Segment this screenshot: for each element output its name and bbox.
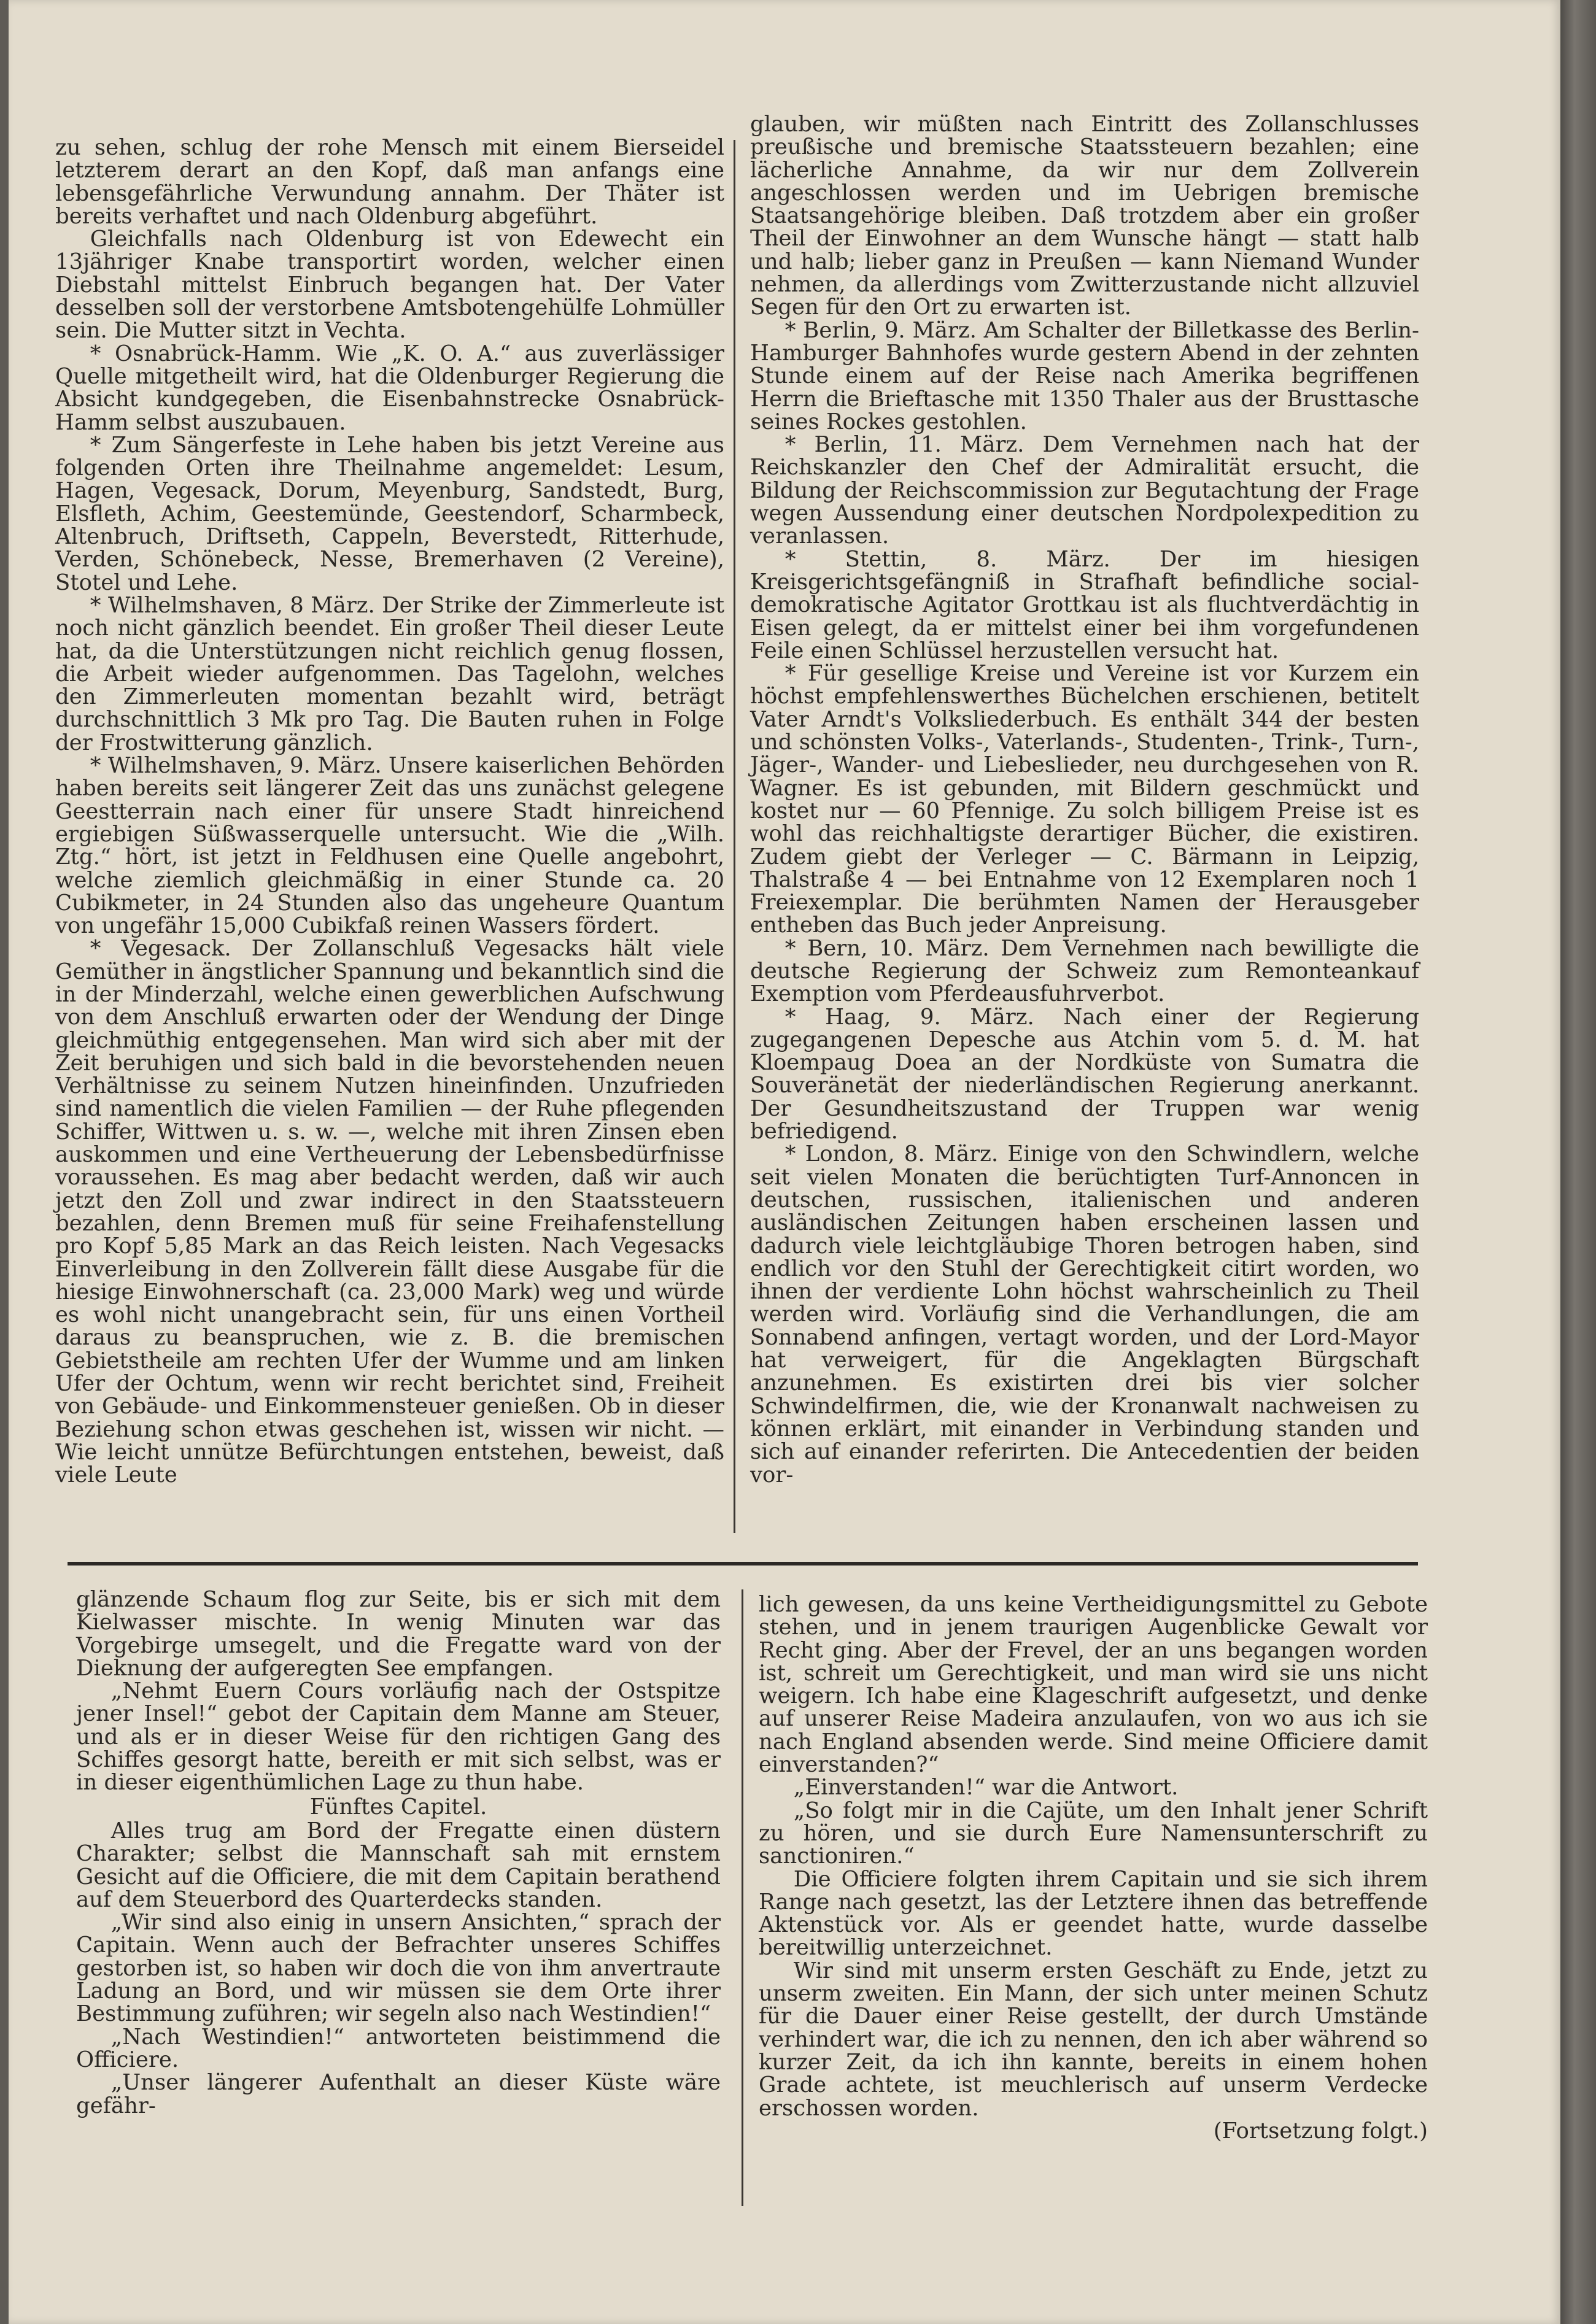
news-paragraph: * Haag, 9. März. Nach einer der Regierung zugegangenen Depesche aus Atchin vom 5. d. M. hat Kloempaug Doea an der Nordküste von Sumatra die Souveränetät der niederländischen Regierung anerkannt. Der Gesundheitszustand der Truppen war wenig befriedigend.	[750, 1004, 1419, 1145]
news-paragraph: * London, 8. März. Einige von den Schwindlern, welche seit vielen Monaten die berüchtigten Turf-Annoncen in deutschen, russischen, italienischen und anderen ausländischen Zeitungen haben erscheinen lassen und dadurch viele leichtgläubige Thoren betrogen haben, sind endlich vor den Stuhl der Gerechtigkeit citirt worden, wo ihnen der verdiente Lohn höchst wahrscheinlich zu Theil werden wird. Vorläufig sind die Verhandlungen, die am Sonnabend anfingen, vertagt worden, und der Lord-Mayor hat verweigert, für die Angeklagten Bürgschaft anzunehmen. Es existirten drei bis vier solcher Schwindelfirmen, die, wie der Kronanwalt nachweisen zu können erklärt, mit einander in Verbindung standen und sich auf einander referirten. Die Antecedentien der beiden vor-	[750, 1141, 1419, 1488]
news-paragraph: glauben, wir müßten nach Eintritt des Zollanschlusses preußische und bremische Staatssteuern bezahlen; eine lächerliche Annahme, da wir nur dem Zollverein angeschlossen werden und im Uebrigen bremische Staatsangehörige bleiben. Daß trotzdem aber ein großer Theil der Einwohner an dem Wunsche hängt — statt halb und halb; lieber ganz in Preußen — kann Niemand Wunder nehmen, da allerdings vom Zwitterzustande nicht allzuviel Segen für den Ort zu erwarten ist.	[750, 112, 1419, 320]
news-paragraph: * Wilhelmshaven, 8 März. Der Strike der Zimmerleute ist noch nicht gänzlich beendet. Ein großer Theil dieser Leute hat, da die Unterstützungen nicht reichlich genug flossen, die Arbeit wieder aufgenommen. Das Tagelohn, welches den Zimmerleuten momentan bezahlt wird, beträgt durchschnittlich 3 Mk pro Tag. Die Bauten ruhen in Folge der Frostwitterung gänzlich.	[55, 592, 724, 755]
story-paragraph: Die Officiere folgten ihrem Capitain und sie sich ihrem Range nach gesetzt, las der Letztere ihnen das betreffende Aktenstück vor. Als er geendet hatte, wurde dasselbe bereitwillig unterzeichnet.	[759, 1866, 1428, 1961]
news-paragraph: * Berlin, 9. März. Am Schalter der Billetkasse des Berlin-Hamburger Bahnhofes wurde gestern Abend in der zehnten Stunde einem auf der Reise nach Amerika begriffenen Herrn die Brieftasche mit 1350 Thaler aus der Brusttasche seines Rockes gestohlen.	[750, 317, 1419, 434]
story-paragraph: „So folgt mir in die Cajüte, um den Inhalt jener Schrift zu hören, und sie durch Eure Namensunterschrift zu sanctioniren.“	[759, 1797, 1428, 1869]
feuilleton-divider	[68, 1562, 1418, 1565]
news-paragraph: zu sehen, schlug der rohe Mensch mit einem Bierseidel letzterem derart an den Kopf, daß man anfangs eine lebensgefährliche Verwundung annahm. Der Thäter ist bereits verhaftet und nach Oldenburg abgeführt.	[55, 135, 724, 229]
story-paragraph: „Nehmt Euern Cours vorläufig nach der Ostspitze jener Insel!“ gebot der Capitain dem Manne am Steuer, und als er in dieser Weise für den richtigen Gang des Schiffes gesorgt hatte, bereith er mit sich selbst, was er in dieser eigenthümlichen Lage zu thun habe.	[76, 1678, 721, 1796]
chapter-heading: Fünftes Capitel.	[309, 1794, 487, 1820]
story-column-left	[76, 1588, 721, 2117]
news-paragraph: * Osnabrück-Hamm. Wie „K. O. A.“ aus zuverlässiger Quelle mitgetheilt wird, hat die Oldenburger Regierung die Absicht kundgegeben, die Eisenbahnstrecke Osnabrück-Hamm selbst auszubauen.	[55, 341, 724, 435]
column-divider	[734, 140, 735, 1533]
news-paragraph: Gleichfalls nach Oldenburg ist von Edewecht ein 13jähriger Knabe transportirt worden, welcher einen Diebstahl mittelst Einbruch begangen hat. Der Vater desselben soll der verstorbene Amtsbotengehülfe Lohmüller sein. Die Mutter sitzt in Vechta.	[55, 226, 724, 344]
story-paragraph: glänzende Schaum flog zur Seite, bis er sich mit dem Kielwasser mischte. In wenig Minuten war das Vorgebirge umsegelt, und die Fregatte ward von der Dieknung der aufgeregten See empfangen.	[76, 1587, 721, 1681]
news-paragraph: * Stettin, 8. März. Der im hiesigen Kreisgerichtsgefängniß in Strafhaft befindliche social-demokratische Agitator Grottkau ist als fluchtverdächtig in Eisen gelegt, da er mittelst einer bei ihm vorgefundenen Feile einen Schlüssel herzustellen versucht hat.	[750, 546, 1419, 663]
story-paragraph: „Wir sind also einig in unsern Ansichten,“ sprach der Capitain. Wenn auch der Befrachter unseres Schiffes gestorben ist, so haben wir doch die von ihm anvertraute Ladung an Bord, und wir müssen sie dem Orte ihrer Bestimmung zuführen; wir segeln also nach Westindien!“	[76, 1910, 721, 2027]
column-divider	[742, 1589, 743, 2206]
story-paragraph: lich gewesen, da uns keine Vertheidigungsmittel zu Gebote stehen, und in jenem traurigen Augenblicke Gewalt vor Recht ging. Aber der Frevel, der an uns begangen worden ist, schreit um Gerechtigkeit, und man wird sie uns nicht weigern. Ich habe eine Klageschrift aufgesetzt, und denke auf unserer Reise Madeira anzulaufen, von wo aus ich sie nach England absenden werde. Sind meine Officiere damit einverstanden?“	[759, 1592, 1428, 1778]
story-paragraph: „Unser längerer Aufenthalt an dieser Küste wäre gefähr-	[76, 2070, 721, 2118]
story-paragraph: Alles trug am Bord der Fregatte einen düstern Charakter; selbst die Mannschaft sah mit ernstem Gesicht auf die Officiere, die mit dem Capitain berathend auf dem Steuerbord des Quarterdecks standen.	[76, 1818, 721, 1912]
scan-edge	[1560, 0, 1596, 2324]
story-paragraph: „Einverstanden!“ war die Antwort.	[793, 1775, 1179, 1801]
story-paragraph: „Nach Westindien!“ antworteten beistimmend die Officiere.	[76, 2024, 721, 2072]
news-paragraph: * Bern, 10. März. Dem Vernehmen nach bewilligte die deutsche Regierung der Schweiz zum Remonteankauf Exemption vom Pferdeausfuhrverbot.	[750, 935, 1419, 1007]
news-paragraph: * Wilhelmshaven, 9. März. Unsere kaiserlichen Behörden haben bereits seit längerer Zeit das uns zunächst gelegene Geestterrain nach einer für unsere Stadt hinreichend ergiebigen Süßwasserquelle untersucht. Wie die „Wilh. Ztg.“ hört, ist jetzt in Feldhusen eine Quelle angebohrt, welche ziemlich gleichmäßig in einer Stunde ca. 20 Cubikmeter, in 24 Stunden also das ungeheure Quantum von ungefähr 15,000 Cubikfaß reinen Wassers fördert.	[55, 753, 724, 939]
news-column-right	[750, 113, 1419, 1486]
news-paragraph: * Berlin, 11. März. Dem Vernehmen nach hat der Reichskanzler den Chef der Admiralität ersucht, die Bildung der Reichscommission zur Begutachtung der Frage wegen Aussendung einer deutschen Nordpolexpedition zu veranlassen.	[750, 432, 1419, 549]
news-paragraph: * Zum Sängerfeste in Lehe haben bis jetzt Vereine aus folgenden Orten ihre Theilnahme angemeldet: Lesum, Hagen, Vegesack, Dorum, Meyenburg, Sandstedt, Burg, Elsfleth, Achim, Geestemünde, Geestendorf, Scharmbeck, Altenbruch, Driftseth, Cappeln, Beverstedt, Ritterhude, Verden, Schönebeck, Nesse, Bremerhaven (2 Vereine), Stotel und Lehe.	[55, 432, 724, 595]
news-column-left	[55, 136, 724, 1487]
news-paragraph: * Für gesellige Kreise und Vereine ist vor Kurzem ein höchst empfehlenswerthes Büchelchen erschienen, betitelt Vater Arndt's Volksliederbuch. Es enthält 344 der besten und schönsten Volks-, Vaterlands-, Studenten-, Trink-, Turn-, Jäger-, Wander- und Liebeslieder, neu durchgesehen von R. Wagner. Es ist gebunden, mit Bildern geschmückt und kostet nur — 60 Pfennige. Zu solch billigem Preise ist es wohl das reichhaltigste derartiger Bücher, die existiren. Zudem giebt der Verleger — C. Bärmann in Leipzig, Thalstraße 4 — bei Entnahme von 12 Exemplaren noch 1 Freiexemplar. Die berühmten Namen der Herausgeber entheben das Buch jeder Anpreisung.	[750, 661, 1419, 938]
news-paragraph: * Vegesack. Der Zollanschluß Vegesacks hält viele Gemüther in ängstlicher Spannung und bekanntlich sind die in der Minderzahl, welche einen gewerblichen Aufschwung von dem Anschluß erwarten oder der Wendung der Dinge gleichmüthig entgegensehen. Man wird sich aber mit der Zeit beruhigen und sich bald in die bevorstehenden neuen Verhältnisse zu seinem Nutzen hineinfinden. Unzufrieden sind namentlich die vielen Familien — der Ruhe pflegenden Schiffer, Wittwen u. s. w. —, welche mit ihren Zinsen eben auskommen und eine Vertheuerung der Lebensbedürfnisse voraussehen. Es mag aber bedacht werden, daß wir auch jetzt den Zoll und zwar indirect in den Staatssteuern bezahlen, denn Bremen muß für seine Freihafenstellung pro Kopf 5,85 Mark an das Reich leisten. Nach Vegesacks Einverleibung in den Zollverein fällt diese Ausgabe für die hiesige Einwohnerschaft (ca. 23,000 Mark) weg und würde es wohl nicht unangebracht sein, für uns einen Vortheil daraus zu beanspruchen, wie z. B. die bremischen Gebietstheile am rechten Ufer der Wumme und am linken Ufer der Ochtum, wenn wir recht berichtet sind, Freiheit von Gebäude- und Einkommensteuer genießen. Ob in dieser Beziehung schon etwas geschehen ist, wissen wir nicht. — Wie leicht unnütze Befürchtungen entstehen, beweist, daß viele Leute	[55, 936, 724, 1488]
story-paragraph: Wir sind mit unserm ersten Geschäft zu Ende, jetzt zu unserm zweiten. Ein Mann, der sich unter meinen Schutz für die Dauer einer Reise gestellt, der durch Umstände verhindert war, die ich zu nennen, den ich aber während so kurzer Zeit, da ich ihn kannte, bereits in einem hohen Grade achtete, ist meuchlerisch auf unserm Verdecke erschossen worden.	[759, 1958, 1428, 2121]
continued-note: (Fortsetzung folgt.)	[1213, 2118, 1428, 2144]
story-column-right	[759, 1593, 1428, 2142]
